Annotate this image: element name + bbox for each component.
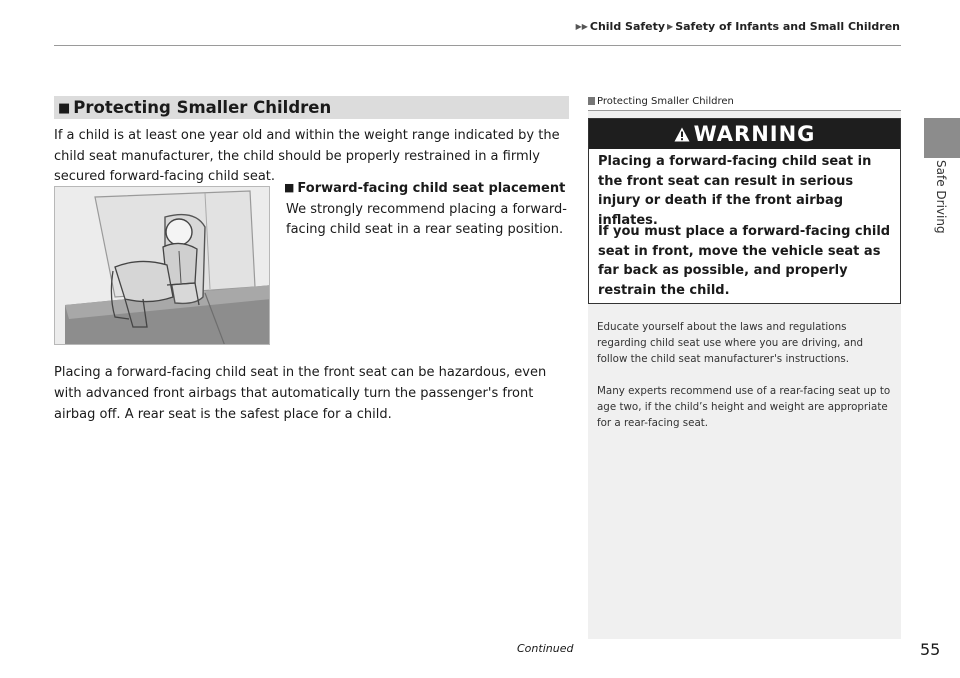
- section-heading: [54, 96, 569, 119]
- warning-header: [589, 119, 900, 149]
- subsection-title: Forward-facing child seat placement: [297, 181, 566, 196]
- body-paragraph: Placing a forward-facing child seat in the front seat can be hazardous, even with advanced front airbags that automatically turn the passenger's front airbag off. A rear seat is the safest place for a child.: [54, 365, 547, 422]
- subsection-heading: [284, 181, 565, 196]
- sidebar-note-2: Many experts recommend use of a rear-facing seat up to age two, if the child’s height and weight are appropriate for a rear-facing seat.: [597, 385, 891, 430]
- square-bullet-icon: ■: [284, 181, 295, 194]
- chapter-tab[interactable]: [924, 160, 960, 280]
- subsection-text: We strongly recommend placing a forward-facing child seat in a rear seating position.: [286, 202, 567, 237]
- section-title: Protecting Smaller Children: [73, 98, 332, 117]
- chapter-tab-label: Safe Driving: [934, 160, 948, 234]
- warning-box: [588, 118, 901, 304]
- intro-paragraph: If a child is at least one year old and within the weight range indicated by the child seat manufacturer, the child should be properly restrained in a firmly secured forward-facing child seat.: [54, 128, 560, 184]
- chapter-tab-marker: [924, 118, 960, 158]
- warning-triangle-icon: [674, 127, 690, 142]
- sidebar-note-title-text: Protecting Smaller Children: [597, 96, 734, 107]
- breadcrumb-child-safety[interactable]: Child Safety: [589, 20, 666, 33]
- note-marker-icon: [588, 97, 595, 105]
- breadcrumb-current: Safety of Infants and Small Children: [675, 20, 900, 33]
- sidebar-note-1: Educate yourself about the laws and regulations regarding child seat use where you are driving, and follow the child seat manufacturer's instructions.: [597, 321, 864, 366]
- warning-label: WARNING: [693, 122, 816, 146]
- warning-text-2: If you must place a forward-facing child seat in front, move the vehicle seat as far back as possible, and properly restrain the child.: [598, 224, 891, 298]
- square-bullet-icon: ■: [58, 101, 71, 116]
- child-seat-illustration: [54, 186, 270, 345]
- sidebar-note-title: [588, 96, 734, 107]
- double-arrow-icon: ▶▶: [575, 22, 588, 31]
- warning-text-1: Placing a forward-facing child seat in the front seat can result in serious injury or death if the front airbag inflates.: [598, 154, 872, 228]
- continued-label: Continued: [517, 642, 574, 655]
- arrow-icon: ▶: [667, 22, 674, 31]
- sidebar-rule: [588, 110, 901, 111]
- page-number: 55: [920, 640, 941, 659]
- breadcrumb: [574, 20, 900, 33]
- header-rule: [54, 45, 901, 46]
